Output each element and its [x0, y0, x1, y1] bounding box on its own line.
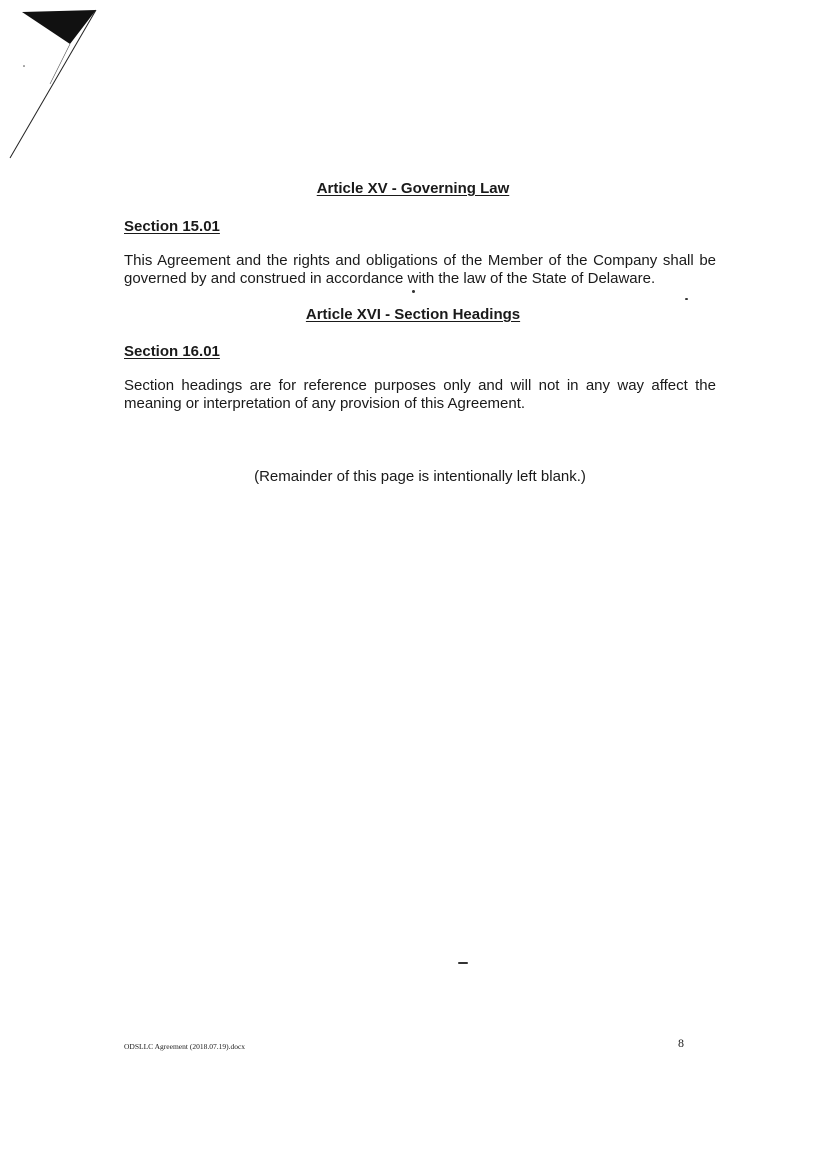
scan-speck: [685, 298, 688, 300]
article-15-heading: Article XV - Governing Law: [316, 180, 510, 197]
page-number: 8: [678, 1036, 684, 1050]
footer-filename: ODSLLC Agreement (2018.07.19).docx: [124, 1042, 246, 1051]
scan-speck: [412, 290, 415, 293]
article-16-heading: Article XVI - Section Headings: [305, 306, 521, 323]
scan-speck: [458, 962, 468, 964]
section-16-01-label: Section 16.01: [124, 343, 220, 360]
section-15-01-text: This Agreement and the rights and obligations of the Member of the Company shall be governed by and construed in accordance with the law of the State of Delaware.: [124, 252, 716, 287]
intentionally-blank-note: (Remainder of this page is intentionally left blank.): [254, 468, 586, 485]
section-15-01-label: Section 15.01: [124, 218, 220, 235]
section-16-01-text: Section headings are for reference purposes only and will not in any way affect the meaning or interpretation of any provision of this Agreement.: [124, 377, 716, 412]
scan-corner-mark: [0, 0, 110, 170]
